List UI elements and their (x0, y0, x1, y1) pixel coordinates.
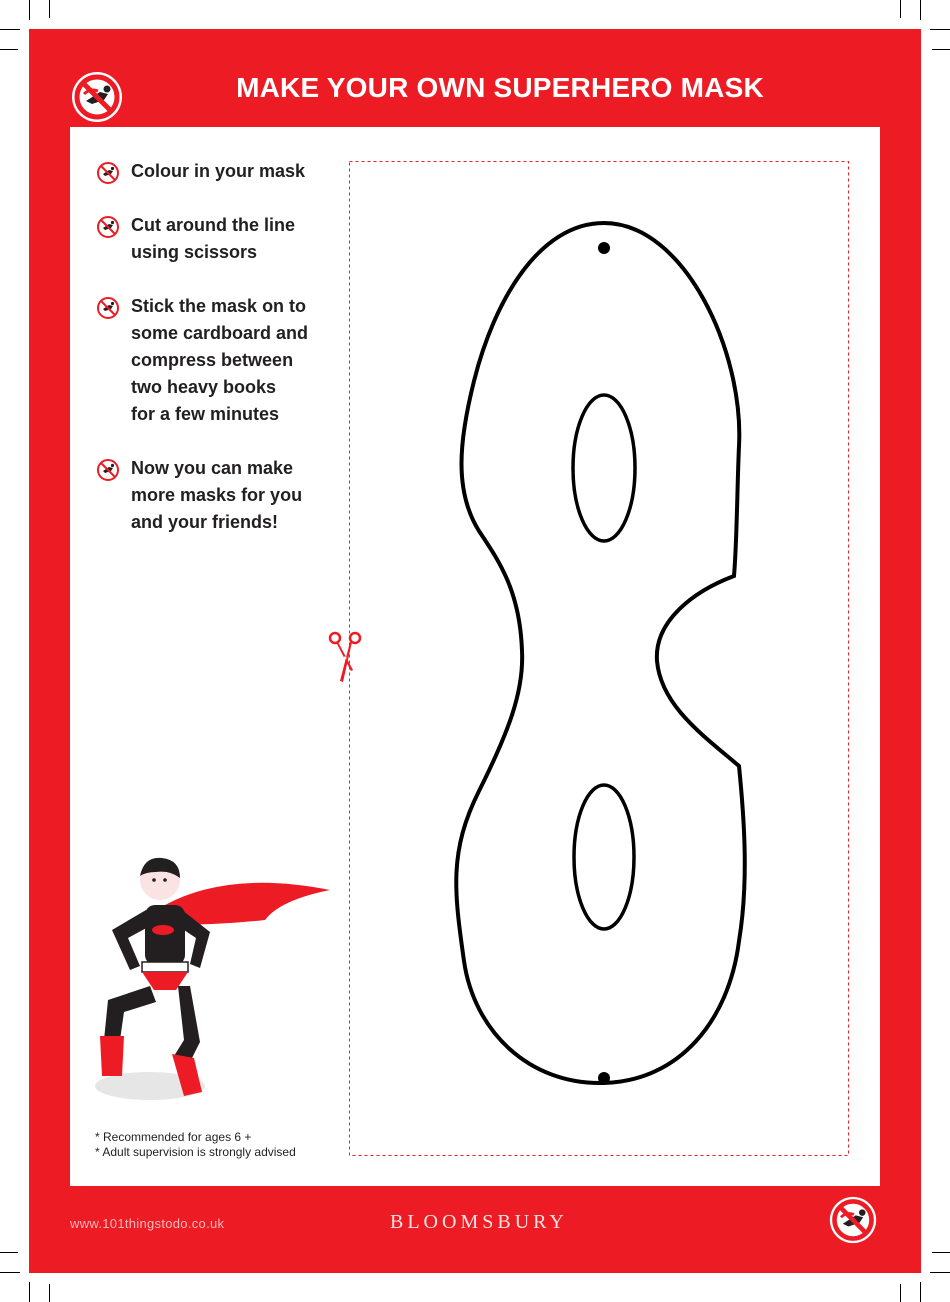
instruction-text: Stick the mask on to some cardboard and compress between two heavy books for a few minutes (131, 296, 309, 424)
instruction-step (96, 293, 346, 428)
instruction-list (96, 158, 346, 563)
page-title: MAKE YOUR OWN SUPERHERO MASK (236, 72, 764, 103)
instruction-step (96, 212, 346, 266)
superhero-illustration (90, 850, 340, 1110)
instruction-step (96, 158, 346, 185)
instruction-text: Colour in your mask (131, 161, 306, 181)
superhero-bullet-icon (96, 296, 120, 320)
superhero-bullet-icon (96, 161, 120, 185)
instruction-text: Now you can make more masks for you and your friends! (131, 458, 303, 532)
website-url[interactable]: www.101thingstodo.co.uk (70, 1216, 225, 1231)
safety-notes (95, 1130, 296, 1160)
instruction-text: Cut around the line using scissors (131, 215, 295, 262)
mask-outline (349, 161, 849, 1156)
no-flying-superhero-icon (828, 1195, 878, 1245)
age-note: * Recommended for ages 6 + (95, 1130, 252, 1144)
superhero-bullet-icon (96, 458, 120, 482)
instruction-step (96, 455, 346, 536)
supervision-note: * Adult supervision is strongly advised (95, 1145, 296, 1159)
superhero-bullet-icon (96, 215, 120, 239)
publisher-logo: BLOOMSBURY (390, 1211, 568, 1233)
no-flying-superhero-icon (70, 70, 124, 124)
